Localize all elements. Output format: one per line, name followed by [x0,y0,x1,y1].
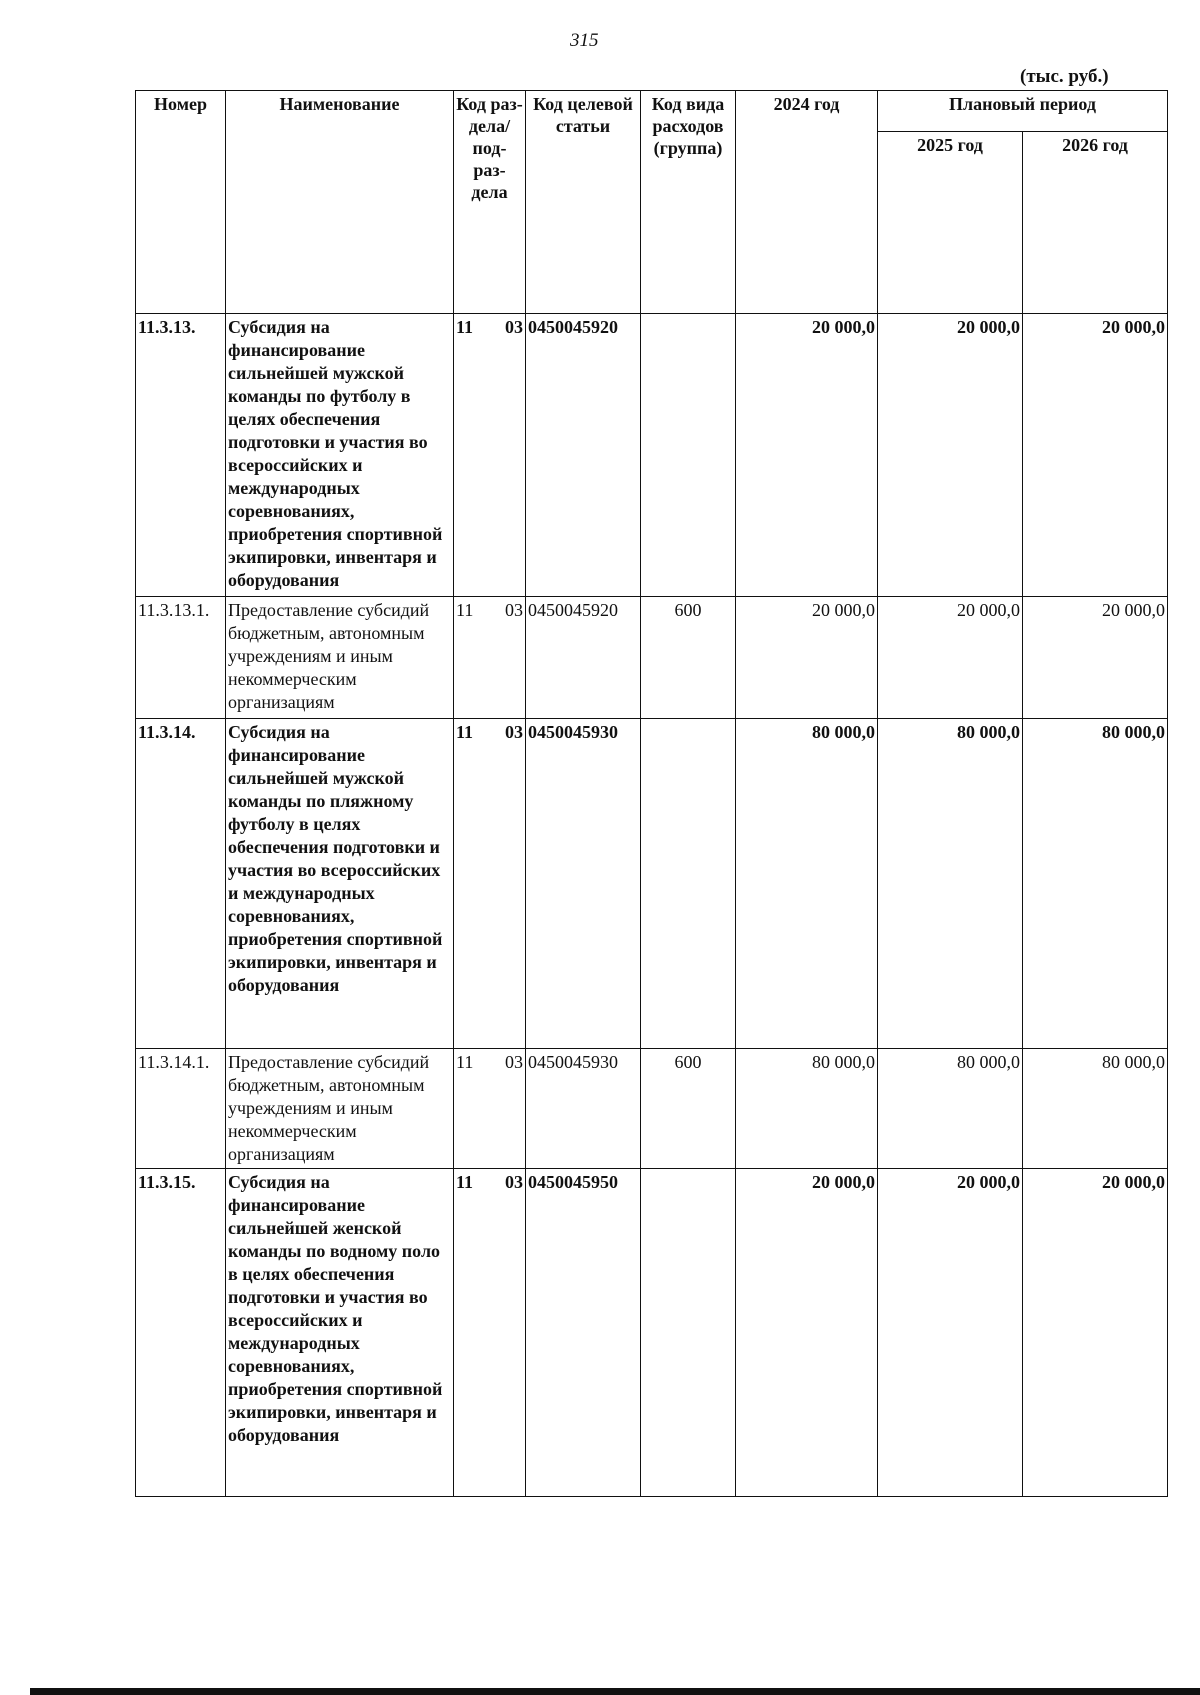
row-2026: 20 000,0 [1023,597,1168,719]
row-number: 11.3.13.1. [136,597,226,719]
row-name: Субсидия на финансирование сильнейшей мужской команды по пляжному футболу в целях обеспечения подготовки и участия во всероссийских и международных соревнованиях, приобретения спортивной экипировки, инвентаря и оборудования [226,719,454,1049]
row-target: 0450045930 [526,719,641,1049]
page-number: 315 [570,30,599,51]
row-number: 11.3.15. [136,1169,226,1497]
row-2025: 20 000,0 [878,597,1023,719]
table-row [136,1169,1168,1497]
row-2024: 80 000,0 [736,719,878,1049]
row-2024: 20 000,0 [736,1169,878,1497]
header-target: Код целевой статьи [526,91,641,314]
row-target: 0450045920 [526,597,641,719]
header-number: Номер [136,91,226,314]
row-2025: 20 000,0 [878,1169,1023,1497]
row-2025: 80 000,0 [878,1049,1023,1169]
row-section: 11 03 [454,597,526,719]
row-expense [641,719,736,1049]
header-section: Код раз- дела/ под- раз- дела [454,91,526,314]
row-expense: 600 [641,1049,736,1169]
row-2024: 20 000,0 [736,314,878,597]
header-2025: 2025 год [878,132,1023,314]
row-2025: 80 000,0 [878,719,1023,1049]
row-2025: 20 000,0 [878,314,1023,597]
row-section: 11 03 [454,719,526,1049]
row-2026: 80 000,0 [1023,719,1168,1049]
header-name: Наименование [226,91,454,314]
header-expense: Код вида расходов (группа) [641,91,736,314]
row-name: Субсидия на финансирование сильнейшей мужской команды по футболу в целях обеспечения подготовки и участия во всероссийских и международных соревнованиях, приобретения спортивной экипировки, инвентаря и оборудования [226,314,454,597]
table-row [136,597,1168,719]
header-2026: 2026 год [1023,132,1168,314]
row-number: 11.3.14. [136,719,226,1049]
row-section: 11 03 [454,1169,526,1497]
table-row [136,1049,1168,1169]
row-2026: 20 000,0 [1023,314,1168,597]
header-2024: 2024 год [736,91,878,314]
scan-edge-bar [30,1688,1200,1695]
row-name: Предоставление субсидий бюджетным, автономным учреждениям и иным некоммерческим организациям [226,597,454,719]
row-target: 0450045920 [526,314,641,597]
row-name: Субсидия на финансирование сильнейшей женской команды по водному поло в целях обеспечения подготовки и участия во всероссийских и международных соревнованиях, приобретения спортивной экипировки, инвентаря и оборудования [226,1169,454,1497]
row-2026: 20 000,0 [1023,1169,1168,1497]
row-target: 0450045950 [526,1169,641,1497]
budget-table [135,90,1168,1497]
row-expense [641,1169,736,1497]
header-planned-period: Плановый период [878,91,1168,132]
row-number: 11.3.14.1. [136,1049,226,1169]
row-section: 11 03 [454,1049,526,1169]
row-target: 0450045930 [526,1049,641,1169]
row-2024: 80 000,0 [736,1049,878,1169]
row-expense [641,314,736,597]
row-2024: 20 000,0 [736,597,878,719]
row-name: Предоставление субсидий бюджетным, автономным учреждениям и иным некоммерческим организациям [226,1049,454,1169]
table-row [136,719,1168,1049]
table-row [136,314,1168,597]
row-2026: 80 000,0 [1023,1049,1168,1169]
units-label: (тыс. руб.) [1020,66,1109,87]
row-section: 11 03 [454,314,526,597]
row-number: 11.3.13. [136,314,226,597]
row-expense: 600 [641,597,736,719]
